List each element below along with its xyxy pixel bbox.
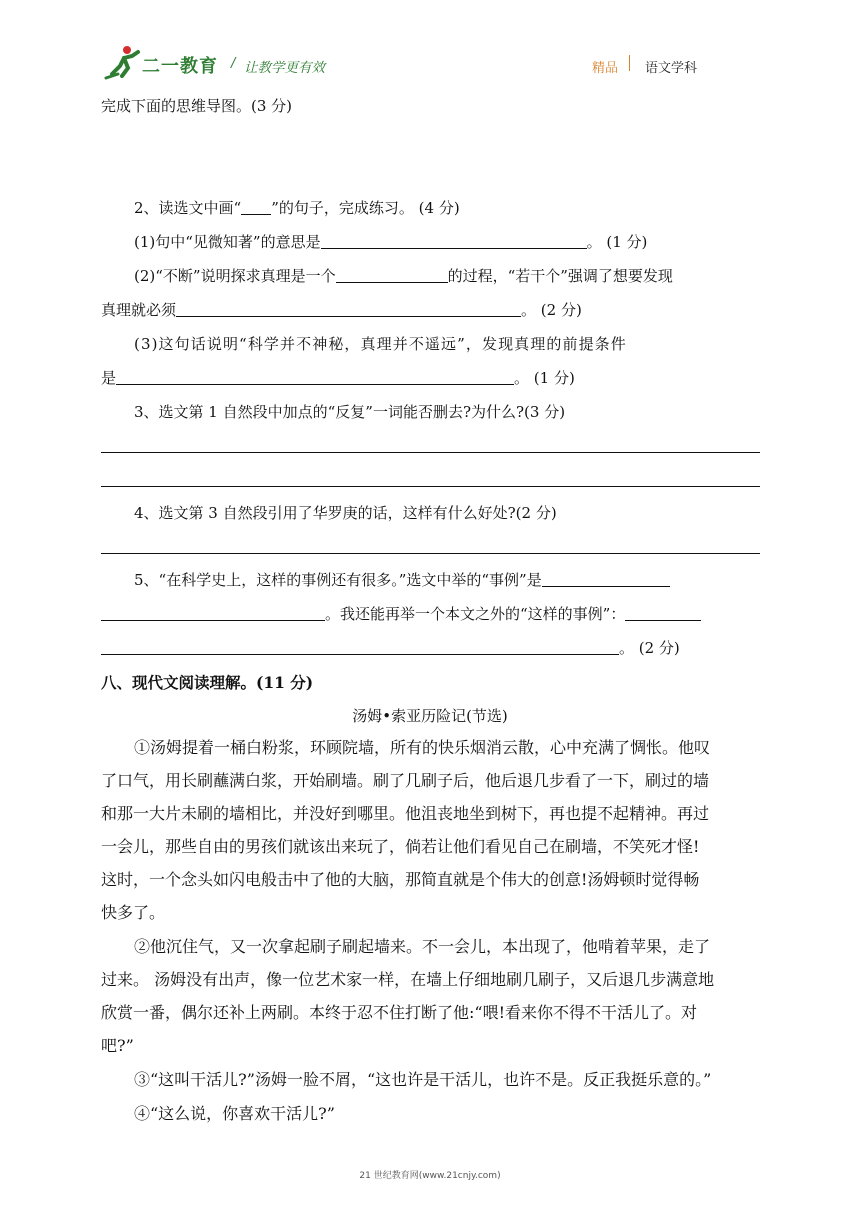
q5-text-b: 。我还能再举一个本文之外的“这样的事例”：: [325, 605, 626, 623]
q5-answer-blank-c[interactable]: [625, 605, 701, 621]
badge-quality: 精品: [592, 61, 619, 76]
passage-line: 过来。 汤姆没有出声，像一位艺术家一样，在墙上仔细地刷几刷子，又后退几步满意地: [101, 970, 715, 989]
q2-prompt: [134, 198, 460, 218]
q2-3-answer-blank[interactable]: [116, 369, 514, 385]
passage-line: ①汤姆提着一桶白粉浆，环顾院墙，所有的快乐烟消云散，心中充满了惆怅。他叹: [134, 738, 711, 757]
slogan: 让教学更有效: [244, 60, 325, 76]
runner-logo-icon: [104, 44, 146, 82]
q4-answer-line[interactable]: [101, 553, 760, 554]
q2-1: [134, 232, 647, 252]
q2-2-mid: 的过程，“若干个”强调了想要发现: [447, 267, 673, 285]
q5-line-3: [101, 638, 680, 658]
passage-line: 快多了。: [101, 903, 166, 922]
logo-text: 二一教育: [142, 56, 218, 77]
badge-divider: [629, 55, 630, 71]
passage-line: ④“这么说，你喜欢干活儿?”: [134, 1104, 335, 1123]
q2-prompt-post: ”的句子，完成练习。 (4 分): [271, 199, 460, 217]
q2-1-pre: (1)句中“见微知著”的意思是: [134, 233, 321, 251]
q5-line-1: [134, 570, 670, 590]
q2-3b: [101, 368, 575, 388]
q2-2-answer-blank-b[interactable]: [176, 301, 521, 317]
q2-2-answer-blank-a[interactable]: [336, 267, 448, 283]
q2-2-pre: (2)“不断”说明探求真理是一个: [134, 267, 336, 285]
page-footer: 21 世纪教育网(www.21cnjy.com): [359, 1171, 501, 1181]
q2-2b-pre: 真理就必须: [101, 301, 177, 319]
passage-line: 一会儿，那些自由的男孩们就该出来玩了，倘若让他们看见自己在刷墙，不笑死才怪!: [101, 837, 700, 856]
q2-prompt-pre: 2、读选文中画“: [134, 199, 242, 217]
q1-continuation: 完成下面的思维导图。(3 分): [101, 97, 293, 115]
passage-line: 和那一大片未刷的墙相比，并没好到哪里。他沮丧地坐到树下，再也提不起精神。再过: [101, 804, 710, 823]
q2-1-answer-blank[interactable]: [321, 233, 587, 249]
badge-subject: 语文学科: [645, 61, 698, 76]
q5-line-2: [101, 604, 701, 624]
q2-3b-post: 。 (1 分): [514, 369, 575, 387]
passage-line: ②他沉住气，又一次拿起刷子刷起墙来。不一会儿，本出现了，他啃着苹果，走了: [134, 937, 711, 956]
passage-line: ③“这叫干活儿?”汤姆一脸不屑，“这也许是干活儿，也许不是。反正我挺乐意的。”: [134, 1070, 712, 1089]
q5-text-a: 5、“在科学史上，这样的事例还有很多。”选文中举的“事例”是: [134, 571, 542, 589]
passage-title: 汤姆•索亚历险记(节选): [352, 707, 508, 725]
q5-answer-blank-d[interactable]: [101, 639, 619, 655]
q2-2b-post: 。 (2 分): [521, 301, 582, 319]
q2-3b-pre: 是: [101, 369, 117, 387]
q5-answer-blank-a[interactable]: [542, 571, 670, 587]
q3-answer-line-1[interactable]: [101, 452, 760, 453]
q3-answer-line-2[interactable]: [101, 486, 760, 487]
slogan-separator: /: [231, 56, 236, 71]
passage-line: 吧?”: [101, 1036, 134, 1055]
page-header: [0, 0, 860, 96]
q4-prompt: 4、选文第 3 自然段引用了华罗庚的话，这样有什么好处?(2 分): [134, 504, 557, 522]
q2-2: [134, 266, 673, 286]
q3-prompt: 3、选文第 1 自然段中加点的“反复”一词能否删去?为什么?(3 分): [134, 403, 566, 421]
q2-2b: [101, 300, 582, 320]
passage-line: 欣赏一番，偶尔还补上两刷。本终于忍不住打断了他:“喂!看来你不得不干活儿了。对: [101, 1003, 698, 1022]
passage-line: 这时，一个念头如闪电般击中了他的大脑，那简直就是个伟大的创意!汤姆顿时觉得畅: [101, 870, 700, 889]
logo: [104, 44, 224, 82]
q5-answer-blank-b[interactable]: [101, 605, 325, 621]
passage-line: 了口气，用长刷蘸满白浆，开始刷墙。刷了几刷子后，他后退几步看了一下，刷过的墙: [101, 771, 710, 790]
q5-text-c: 。 (2 分): [619, 639, 680, 657]
q2-underline-mark: [241, 199, 271, 215]
section-8-heading: 八、现代文阅读理解。(11 分): [101, 673, 314, 692]
q2-1-post: 。 (1 分): [586, 233, 648, 251]
q2-3: (3)这句话说明“科学并不神秘，真理并不遥远”，发现真理的前提条件: [134, 335, 627, 353]
